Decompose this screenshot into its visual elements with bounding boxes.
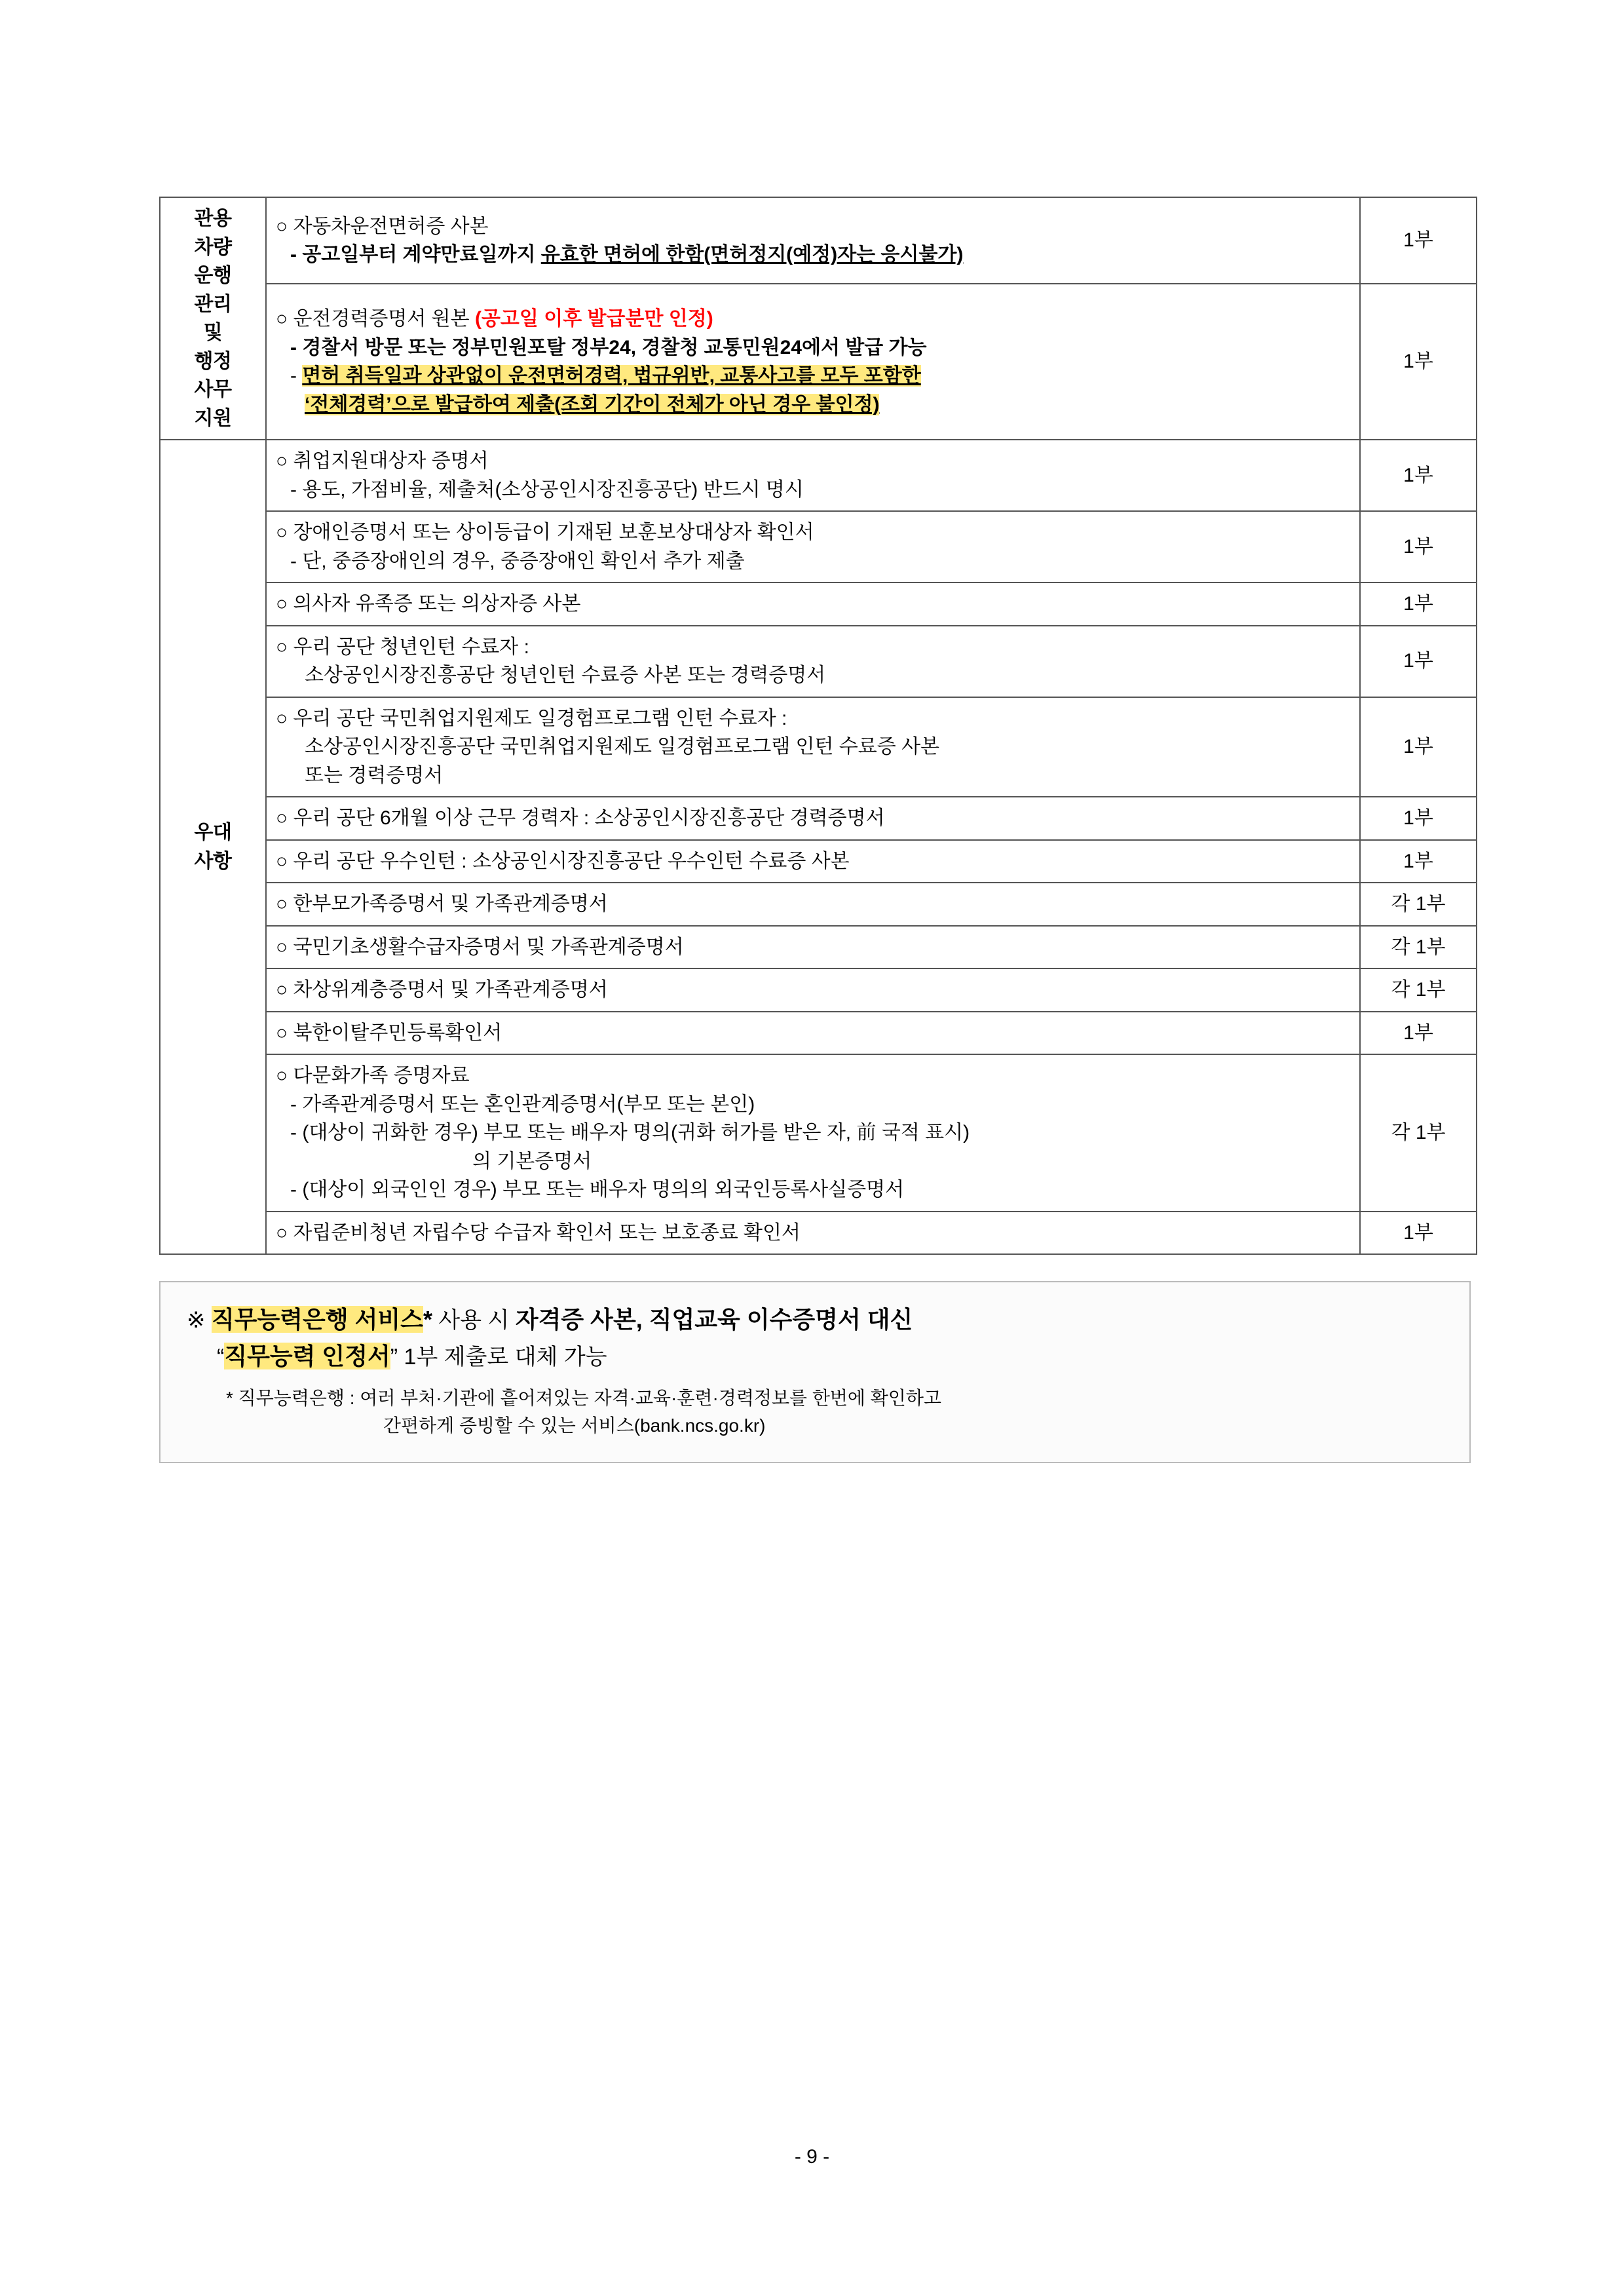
description-cell <box>266 284 1360 440</box>
description-cell <box>266 1212 1360 1255</box>
quantity-cell: 1부 <box>1360 697 1477 797</box>
note-text-c: 자격증 사본, 직업교육 이수증명서 대신 <box>515 1306 913 1333</box>
quantity-cell: 1부 <box>1360 511 1477 583</box>
doc-line: ‘전체경력’으로 발급하여 제출(조회 기간이 전체가 아닌 경우 불인정) <box>305 393 880 415</box>
doc-line: - 공고일부터 계약만료일까지 유효한 면허에 한함(면허정지(예정)자는 응시불가) <box>290 244 964 266</box>
note-mark: ※ <box>187 1308 206 1333</box>
description-cell <box>266 840 1360 883</box>
doc-line: ○ 운전경력증명서 원본 (공고일 이후 발급분만 인정) <box>276 308 713 330</box>
doc-line: ○ 자립준비청년 자립수당 수급자 확인서 또는 보호종료 확인서 <box>276 1221 801 1244</box>
doc-line: - (대상이 귀화한 경우) 부모 또는 배우자 명의(귀화 허가를 받은 자, 前 국적 표시) <box>290 1122 970 1143</box>
table-row <box>160 926 1477 969</box>
doc-line: - (대상이 외국인인 경우) 부모 또는 배우자 명의의 외국인등록사실증명서 <box>290 1179 905 1200</box>
doc-line: ○ 우리 공단 6개월 이상 근무 경력자 : 소상공인시장진흥공단 경력증명서 <box>276 807 885 829</box>
page-number: - 9 - <box>794 2146 830 2168</box>
description-cell <box>266 197 1360 284</box>
doc-line: ○ 우리 공단 국민취업지원제도 일경험프로그램 인턴 수료자 : <box>276 707 787 729</box>
table-row <box>160 583 1477 626</box>
doc-line: 소상공인시장진흥공단 청년인턴 수료증 사본 또는 경력증명서 <box>305 664 826 686</box>
doc-line: - 용도, 가점비율, 제출처(소상공인시장진흥공단) 반드시 명시 <box>290 478 804 501</box>
doc-line: ○ 차상위계층증명서 및 가족관계증명서 <box>276 979 608 1001</box>
doc-line: 의 기본증명서 <box>472 1150 592 1172</box>
table-row <box>160 1012 1477 1055</box>
note-certificate-name: 직무능력 인정서 <box>224 1343 390 1369</box>
doc-line: 소상공인시장진흥공단 국민취업지원제도 일경험프로그램 인턴 수료증 사본 <box>305 736 940 757</box>
doc-line: - 경찰서 방문 또는 정부민원포탈 정부24, 경찰청 교통민원24에서 발급 가능 <box>290 336 927 358</box>
category-cell-preferential: 우대 사항 <box>160 440 266 1254</box>
table-row <box>160 968 1477 1012</box>
doc-line: ○ 장애인증명서 또는 상이등급이 기재된 보훈보상대상자 확인서 <box>276 522 814 543</box>
doc-line: ○ 자동차운전면허증 사본 <box>276 215 489 237</box>
doc-line: ○ 북한이탈주민등록확인서 <box>276 1022 502 1044</box>
table-row <box>160 1212 1477 1255</box>
required-documents-table <box>159 197 1477 1255</box>
quantity-cell: 각 1부 <box>1360 1054 1477 1212</box>
note-line-2 <box>187 1337 1443 1375</box>
doc-line: ○ 우리 공단 청년인턴 수료자 : <box>276 636 529 658</box>
note-quote-open: “ <box>217 1345 225 1369</box>
note-text-b: 사용 시 <box>432 1308 516 1333</box>
table-row <box>160 626 1477 697</box>
note-text-tail: ” 1부 제출로 대체 가능 <box>390 1345 607 1369</box>
description-cell <box>266 1012 1360 1055</box>
quantity-cell: 1부 <box>1360 197 1477 284</box>
note-sub-line-1: * 직무능력은행 : 여러 부처·기관에 흩어져있는 자격·교육·훈련·경력정보를 한번에 확인하고 <box>226 1387 941 1408</box>
category-cell-vehicle-admin: 관용 차량 운행 관리 및 행정 사무 지원 <box>160 197 266 440</box>
doc-line: ○ 국민기초생활수급자증명서 및 가족관계증명서 <box>276 936 684 958</box>
description-cell <box>266 697 1360 797</box>
quantity-cell: 각 1부 <box>1360 883 1477 926</box>
doc-line: ○ 우리 공단 우수인턴 : 소상공인시장진흥공단 우수인턴 수료증 사본 <box>276 850 850 872</box>
note-line-1 <box>187 1302 1443 1337</box>
table-body <box>160 197 1477 1254</box>
table-row <box>160 840 1477 883</box>
doc-line: ○ 다문화가족 증명자료 <box>276 1065 470 1086</box>
description-cell <box>266 968 1360 1012</box>
table-row <box>160 284 1477 440</box>
quantity-cell: 1부 <box>1360 1212 1477 1255</box>
description-cell <box>266 583 1360 626</box>
doc-line: 또는 경력증명서 <box>305 764 444 786</box>
description-cell <box>266 511 1360 583</box>
quantity-cell: 1부 <box>1360 840 1477 883</box>
description-cell <box>266 797 1360 840</box>
description-cell <box>266 440 1360 511</box>
description-cell <box>266 1054 1360 1212</box>
table-row <box>160 697 1477 797</box>
note-service-name: 직무능력은행 서비스 <box>211 1306 423 1333</box>
quantity-cell: 1부 <box>1360 626 1477 697</box>
quantity-cell: 1부 <box>1360 797 1477 840</box>
description-cell <box>266 626 1360 697</box>
table-row <box>160 197 1477 284</box>
table-row <box>160 797 1477 840</box>
quantity-cell: 각 1부 <box>1360 926 1477 969</box>
doc-line: - 단, 중증장애인의 경우, 중증장애인 확인서 추가 제출 <box>290 550 745 572</box>
description-cell <box>266 926 1360 969</box>
note-star: * <box>423 1306 432 1333</box>
quantity-cell: 1부 <box>1360 440 1477 511</box>
note-sub-line-2: 간편하게 증빙할 수 있는 서비스(bank.ncs.go.kr) <box>383 1415 766 1436</box>
doc-line: - 면허 취득일과 상관없이 운전면허경력, 법규위반, 교통사고를 모두 포함한 <box>290 365 921 387</box>
quantity-cell: 1부 <box>1360 1012 1477 1055</box>
note-box <box>159 1281 1471 1463</box>
table-row <box>160 440 1477 511</box>
quantity-cell: 1부 <box>1360 284 1477 440</box>
doc-line: ○ 한부모가족증명서 및 가족관계증명서 <box>276 893 608 915</box>
doc-line: - 가족관계증명서 또는 혼인관계증명서(부모 또는 본인) <box>290 1093 755 1115</box>
quantity-cell: 각 1부 <box>1360 968 1477 1012</box>
description-cell <box>266 883 1360 926</box>
table-row <box>160 1054 1477 1212</box>
doc-line: ○ 취업지원대상자 증명서 <box>276 450 489 472</box>
table-row <box>160 511 1477 583</box>
table-row <box>160 883 1477 926</box>
doc-line: ○ 의사자 유족증 또는 의상자증 사본 <box>276 593 581 615</box>
page-content <box>159 197 1469 1463</box>
quantity-cell: 1부 <box>1360 583 1477 626</box>
